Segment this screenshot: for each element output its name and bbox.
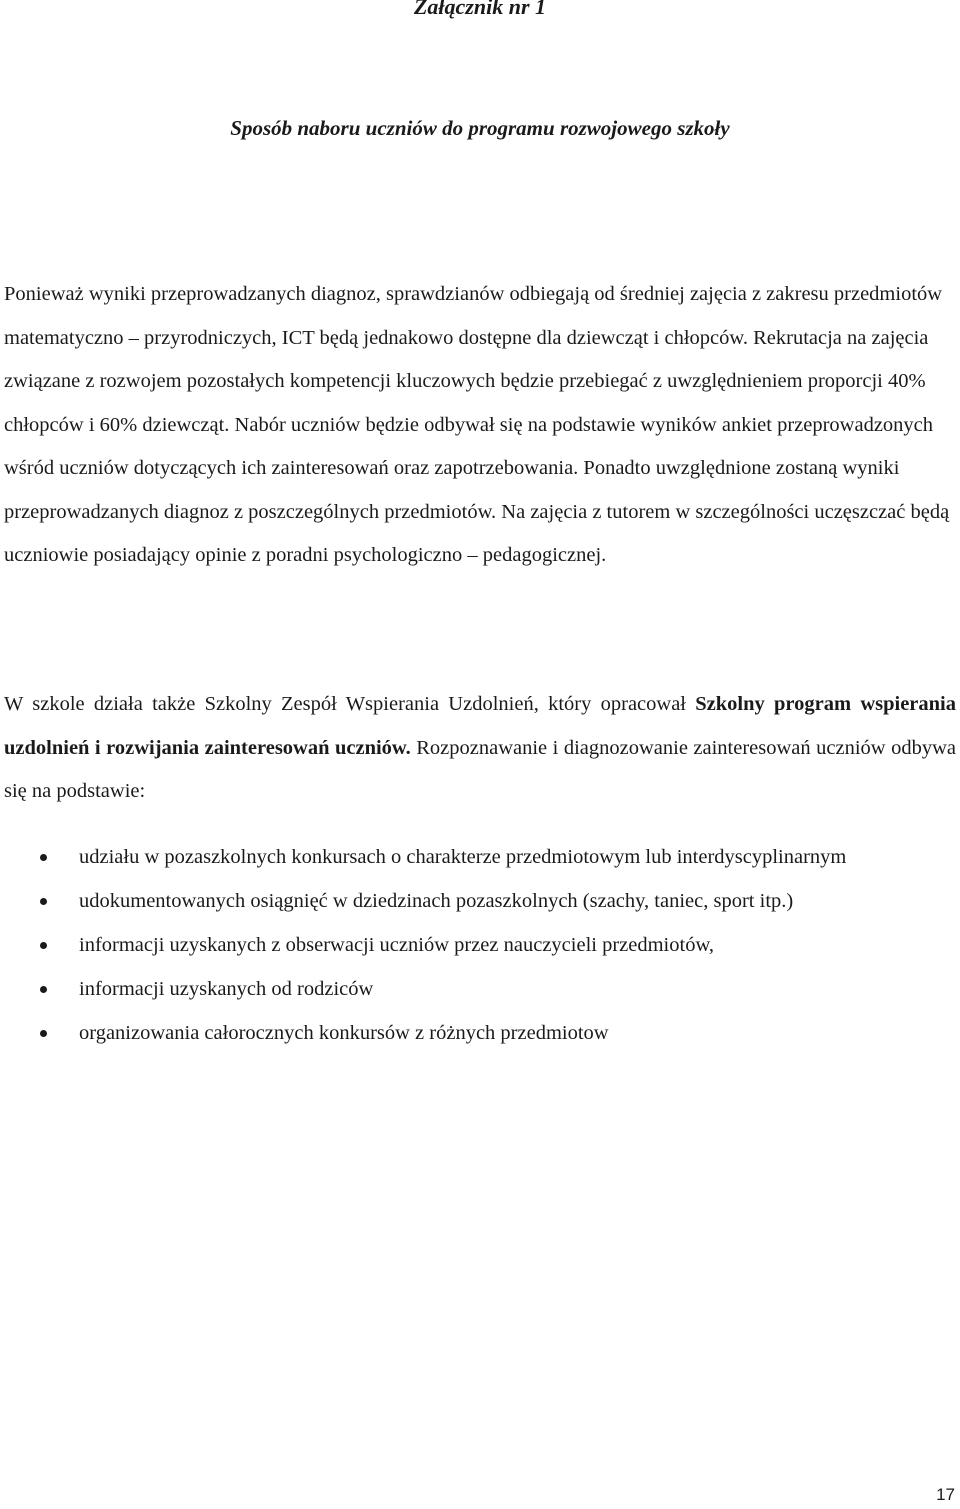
paragraph-talent-support-text-end: Rozpoznawanie i diagnozowanie zainteresowań uczniów odbywa się na podstawie: bbox=[4, 736, 956, 802]
list-item bbox=[0, 967, 958, 1011]
bullet-icon bbox=[40, 942, 47, 949]
list-item bbox=[0, 923, 958, 967]
paragraph-recruitment: Ponieważ wyniki przeprowadzanych diagnoz, sprawdzianów odbiegają od średniej zajęcia z zakresu przedmiotów matematyczno – przyrodniczych, ICT będą jednakowo dostępne dla dziewcząt i chłopców. Rekrutacja na zajęcia związane z rozwojem pozostałych kompetencji kluczowych będzie przebiegać z uwzględnieniem proporcji 40% chłopców i 60% dziewcząt. Nabór uczniów będzie odbywał się na podstawie wyników ankiet przeprowadzonych wśród uczniów dotyczących ich zainteresowań oraz zapotrzebowania. Ponadto uwzględnione zostaną wyniki przeprowadzanych diagnoz z poszczególnych przedmiotów. Na zajęcia z tutorem w szczególności uczęszczać będą uczniowie posiadający opinie z poradni psychologiczno – pedagogicznej. bbox=[4, 283, 950, 566]
list-item bbox=[0, 1011, 958, 1055]
paragraph-talent-support-text-start: W szkole działa także Szkolny Zespół Wspierania Uzdolnień, który opracował bbox=[4, 693, 696, 715]
program-name-bold: Szkolny program wspierania uzdolnień i rozwijania zainteresowań uczniów. bbox=[4, 693, 956, 759]
main-title: Sposób naboru uczniów do programu rozwojowego szkoły bbox=[230, 116, 730, 140]
bullet-icon bbox=[40, 898, 47, 905]
paragraph-talent-support bbox=[4, 683, 956, 814]
bullet-icon bbox=[40, 1030, 47, 1037]
bullet-icon bbox=[40, 986, 47, 993]
bullet-icon bbox=[40, 854, 47, 861]
page-number: 17 bbox=[936, 1485, 955, 1504]
annex-title: Załącznik nr 1 bbox=[413, 0, 547, 19]
list-item-text: udziału w pozaszkolnych konkursach o charakterze przedmiotowym lub interdyscyplinarnym bbox=[79, 846, 847, 868]
list-item-text: informacji uzyskanych z obserwacji uczniów przez nauczycieli przedmiotów, bbox=[79, 934, 715, 956]
bullet-list bbox=[0, 835, 958, 1055]
list-item-text: organizowania całorocznych konkursów z różnych przedmiotow bbox=[79, 1022, 609, 1044]
list-item-text: udokumentowanych osiągnięć w dziedzinach pozaszkolnych (szachy, taniec, sport itp.) bbox=[79, 890, 794, 912]
list-item bbox=[0, 879, 958, 923]
list-item bbox=[0, 835, 958, 879]
list-item-text: informacji uzyskanych od rodziców bbox=[79, 978, 374, 1000]
